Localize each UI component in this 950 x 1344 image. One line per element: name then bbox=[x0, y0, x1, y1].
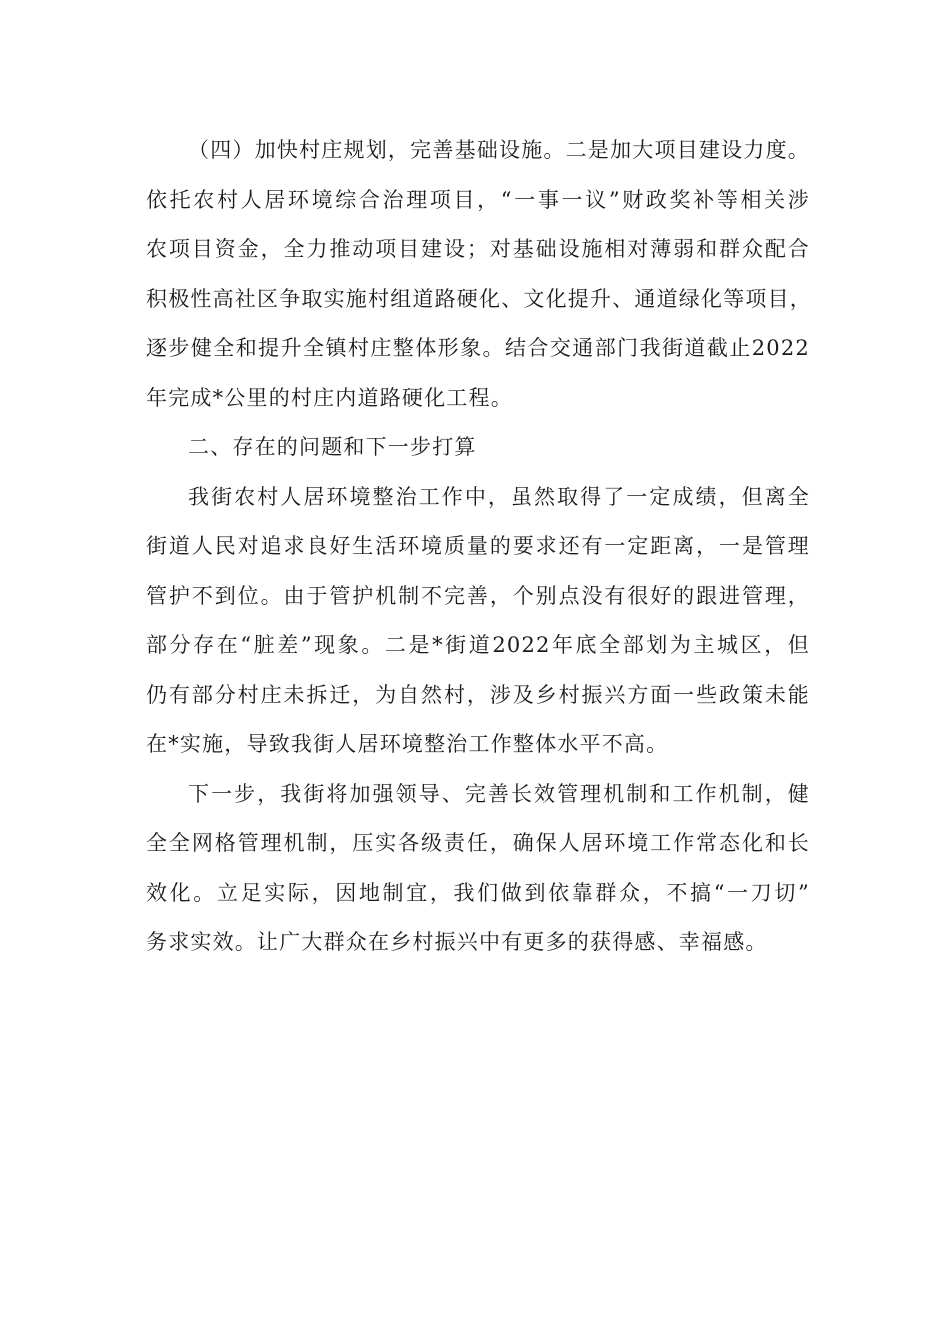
text-line: （四）加快村庄规划，完善基础设施。二是加大项目建设力度。 bbox=[188, 138, 810, 162]
text-line: 依托农村人居环境综合治理项目，“一事一议”财政奖补等相关涉 bbox=[146, 187, 810, 212]
text-line: 效化。立足实际，因地制宜，我们做到依靠群众，不搞“一刀切” bbox=[146, 880, 810, 905]
text-line: 全全网格管理机制，压实各级责任，确保人居环境工作常态化和长 bbox=[146, 831, 810, 855]
text-line: 务求实效。让广大群众在乡村振兴中有更多的获得感、幸福感。 bbox=[146, 930, 768, 954]
document-body bbox=[146, 126, 810, 968]
text-line: 在*实施，导致我街人居环境整治工作整体水平不高。 bbox=[146, 732, 669, 756]
paragraph-infrastructure bbox=[146, 126, 810, 423]
paragraph-next-steps bbox=[146, 770, 810, 968]
text-line: 部分存在“脏差”现象。二是*街道2022年底全部划为主城区，但 bbox=[146, 633, 810, 657]
text-line: 农项目资金，全力推动项目建设；对基础设施相对薄弱和群众配合 bbox=[146, 237, 810, 261]
text-line: 仍有部分村庄未拆迁，为自然村，涉及乡村振兴方面一些政策未能 bbox=[146, 682, 810, 707]
text-line: 下一步，我街将加强领导、完善长效管理机制和工作机制，健 bbox=[188, 781, 810, 806]
text-line: 我街农村人居环境整治工作中，虽然取得了一定成绩，但离全 bbox=[188, 484, 810, 509]
text-line: 街道人民对追求良好生活环境质量的要求还有一定距离，一是管理 bbox=[146, 534, 810, 558]
text-line: 二、存在的问题和下一步打算 bbox=[188, 435, 477, 459]
section-heading-problems bbox=[146, 423, 810, 473]
paragraph-problems bbox=[146, 473, 810, 770]
text-line: 积极性高社区争取实施村组道路硬化、文化提升、通道绿化等项目， bbox=[146, 286, 812, 311]
text-line: 逐步健全和提升全镇村庄整体形象。结合交通部门我街道截止2022 bbox=[146, 336, 810, 360]
text-line: 管护不到位。由于管护机制不完善，个别点没有很好的跟进管理， bbox=[146, 583, 810, 608]
text-line: 年完成*公里的村庄内道路硬化工程。 bbox=[146, 385, 513, 410]
